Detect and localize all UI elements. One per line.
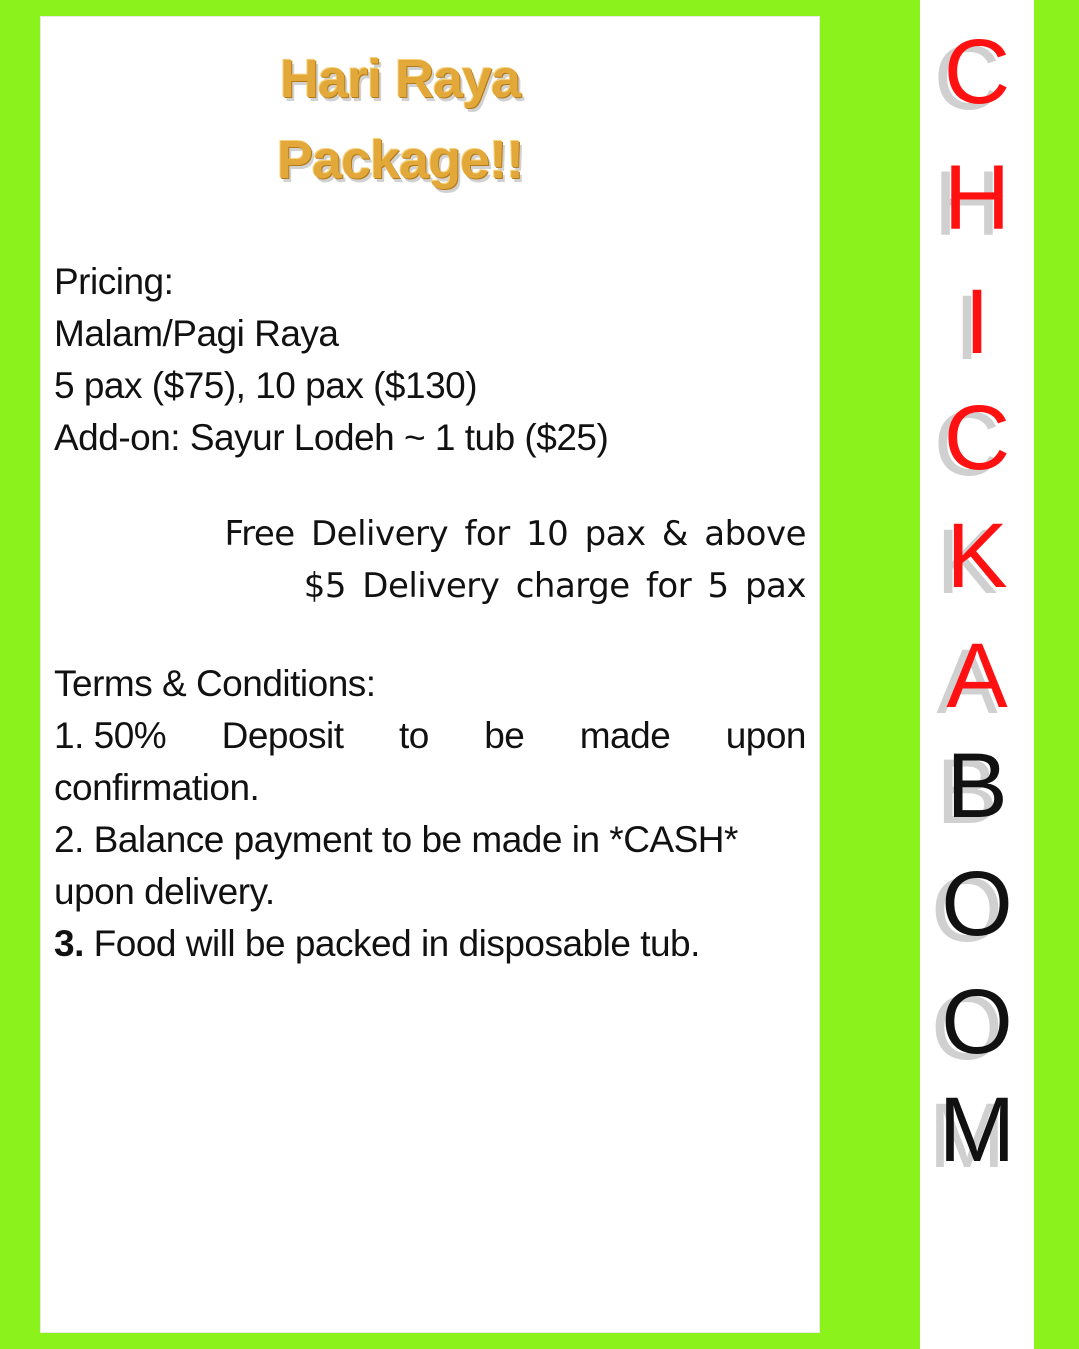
pricing-line: Malam/Pagi Raya [54, 313, 339, 354]
delivery-line: $5 Delivery charge for 5 pax [303, 566, 806, 606]
term-word: be [484, 715, 525, 756]
brand-letter: A [946, 625, 1008, 727]
brand-letter: C [943, 21, 1011, 123]
term-3 [54, 918, 814, 970]
pricing-section [54, 256, 814, 464]
delivery-line: Free Delivery for 10 pax & above [224, 514, 806, 554]
brand-sidebar [920, 0, 1034, 1349]
pricing-line: Add-on: Sayur Lodeh ~ 1 tub ($25) [54, 417, 609, 458]
term-word: 1. 50% [54, 715, 167, 756]
brand-letter: B [946, 735, 1008, 837]
terms-section [54, 658, 814, 970]
title-line-2: Package!! [276, 130, 524, 190]
term-word: to [398, 715, 429, 756]
pricing-line: 5 pax ($75), 10 pax ($130) [54, 365, 478, 406]
menu-card [40, 16, 820, 1333]
title-line-1: Hari Raya [279, 49, 521, 109]
term-3-number: 3. [54, 923, 84, 964]
brand-letter: K [946, 505, 1008, 607]
brand-letter: O [941, 853, 1013, 955]
green-edge-strip [1034, 0, 1079, 1349]
term-3-text: Food will be packed in disposable tub. [83, 923, 700, 964]
term-word: upon [725, 715, 806, 756]
brand-letter: C [943, 387, 1011, 489]
brand-letter: O [941, 971, 1013, 1073]
brand-letter: H [943, 147, 1011, 249]
pricing-heading: Pricing: [54, 261, 174, 302]
terms-heading: Terms & Conditions: [54, 663, 376, 704]
term-word: made [579, 715, 671, 756]
term-2: 2. Balance payment to be made in *CASH* [54, 819, 738, 860]
term-1 [54, 710, 806, 762]
term-2-continued: upon delivery. [54, 871, 275, 912]
delivery-section [106, 508, 806, 612]
term-word: Deposit [221, 715, 344, 756]
term-1-continued: confirmation. [54, 767, 260, 808]
brand-letter: I [964, 271, 990, 373]
brand-letter: M [938, 1079, 1016, 1181]
